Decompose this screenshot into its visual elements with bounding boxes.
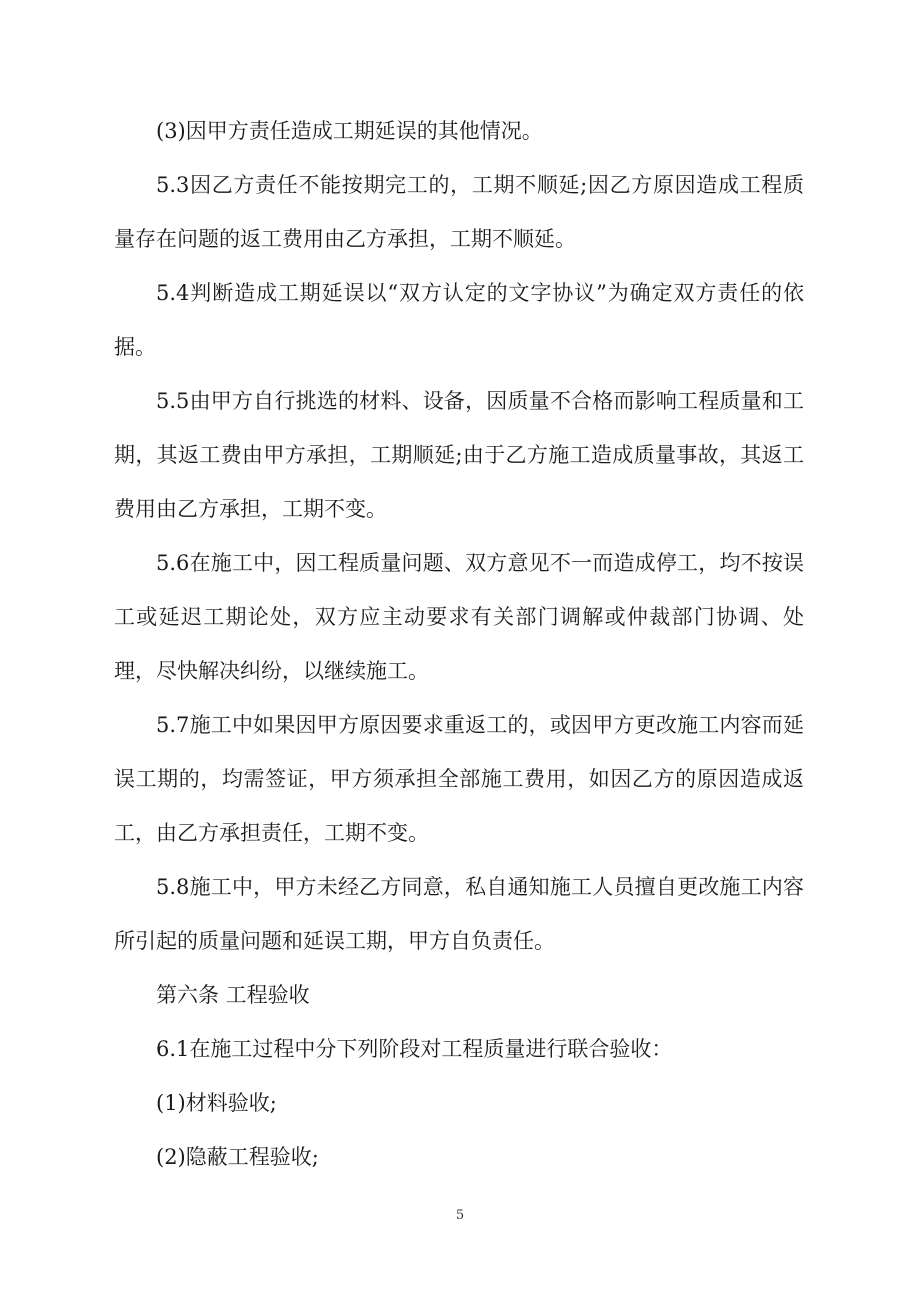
list-item: (2)隐蔽工程验收; [156,1145,319,1169]
paragraph: 5.7施工中如果因甲方原因要求重返工的，或因甲方更改施工内容而延误工期的，均需签证，甲方须承担全部施工费用，如因乙方的原因造成返工，由乙方承担责任，工期不变。 [114,713,804,845]
section-heading: 第六条 工程验收 [156,983,310,1007]
page-number: 5 [455,1208,465,1223]
paragraph: 5.8施工中，甲方未经乙方同意，私自通知施工人员擅自更改施工内容所引起的质量问题和延误工期，甲方自负责任。 [114,875,804,953]
paragraph: 5.3因乙方责任不能按期完工的，工期不顺延;因乙方原因造成工程质量存在问题的返工费用由乙方承担，工期不顺延。 [114,173,804,251]
paragraph: 5.6在施工中，因工程质量问题、双方意见不一而造成停工，均不按误工或延迟工期论处，双方应主动要求有关部门调解或仲裁部门协调、处理，尽快解决纠纷，以继续施工。 [114,551,804,683]
paragraph: (3)因甲方责任造成工期延误的其他情况。 [156,119,543,143]
list-item: (1)材料验收; [156,1091,277,1115]
paragraph: 6.1在施工过程中分下列阶段对工程质量进行联合验收： [156,1037,673,1061]
paragraph: 5.4判断造成工期延误以“双方认定的文字协议”为确定双方责任的依据。 [114,281,804,359]
document-body [114,104,804,1184]
paragraph: 5.5由甲方自行挑选的材料、设备，因质量不合格而影响工程质量和工期，其返工费由甲方承担，工期顺延;由于乙方施工造成质量事故，其返工费用由乙方承担，工期不变。 [114,389,804,521]
